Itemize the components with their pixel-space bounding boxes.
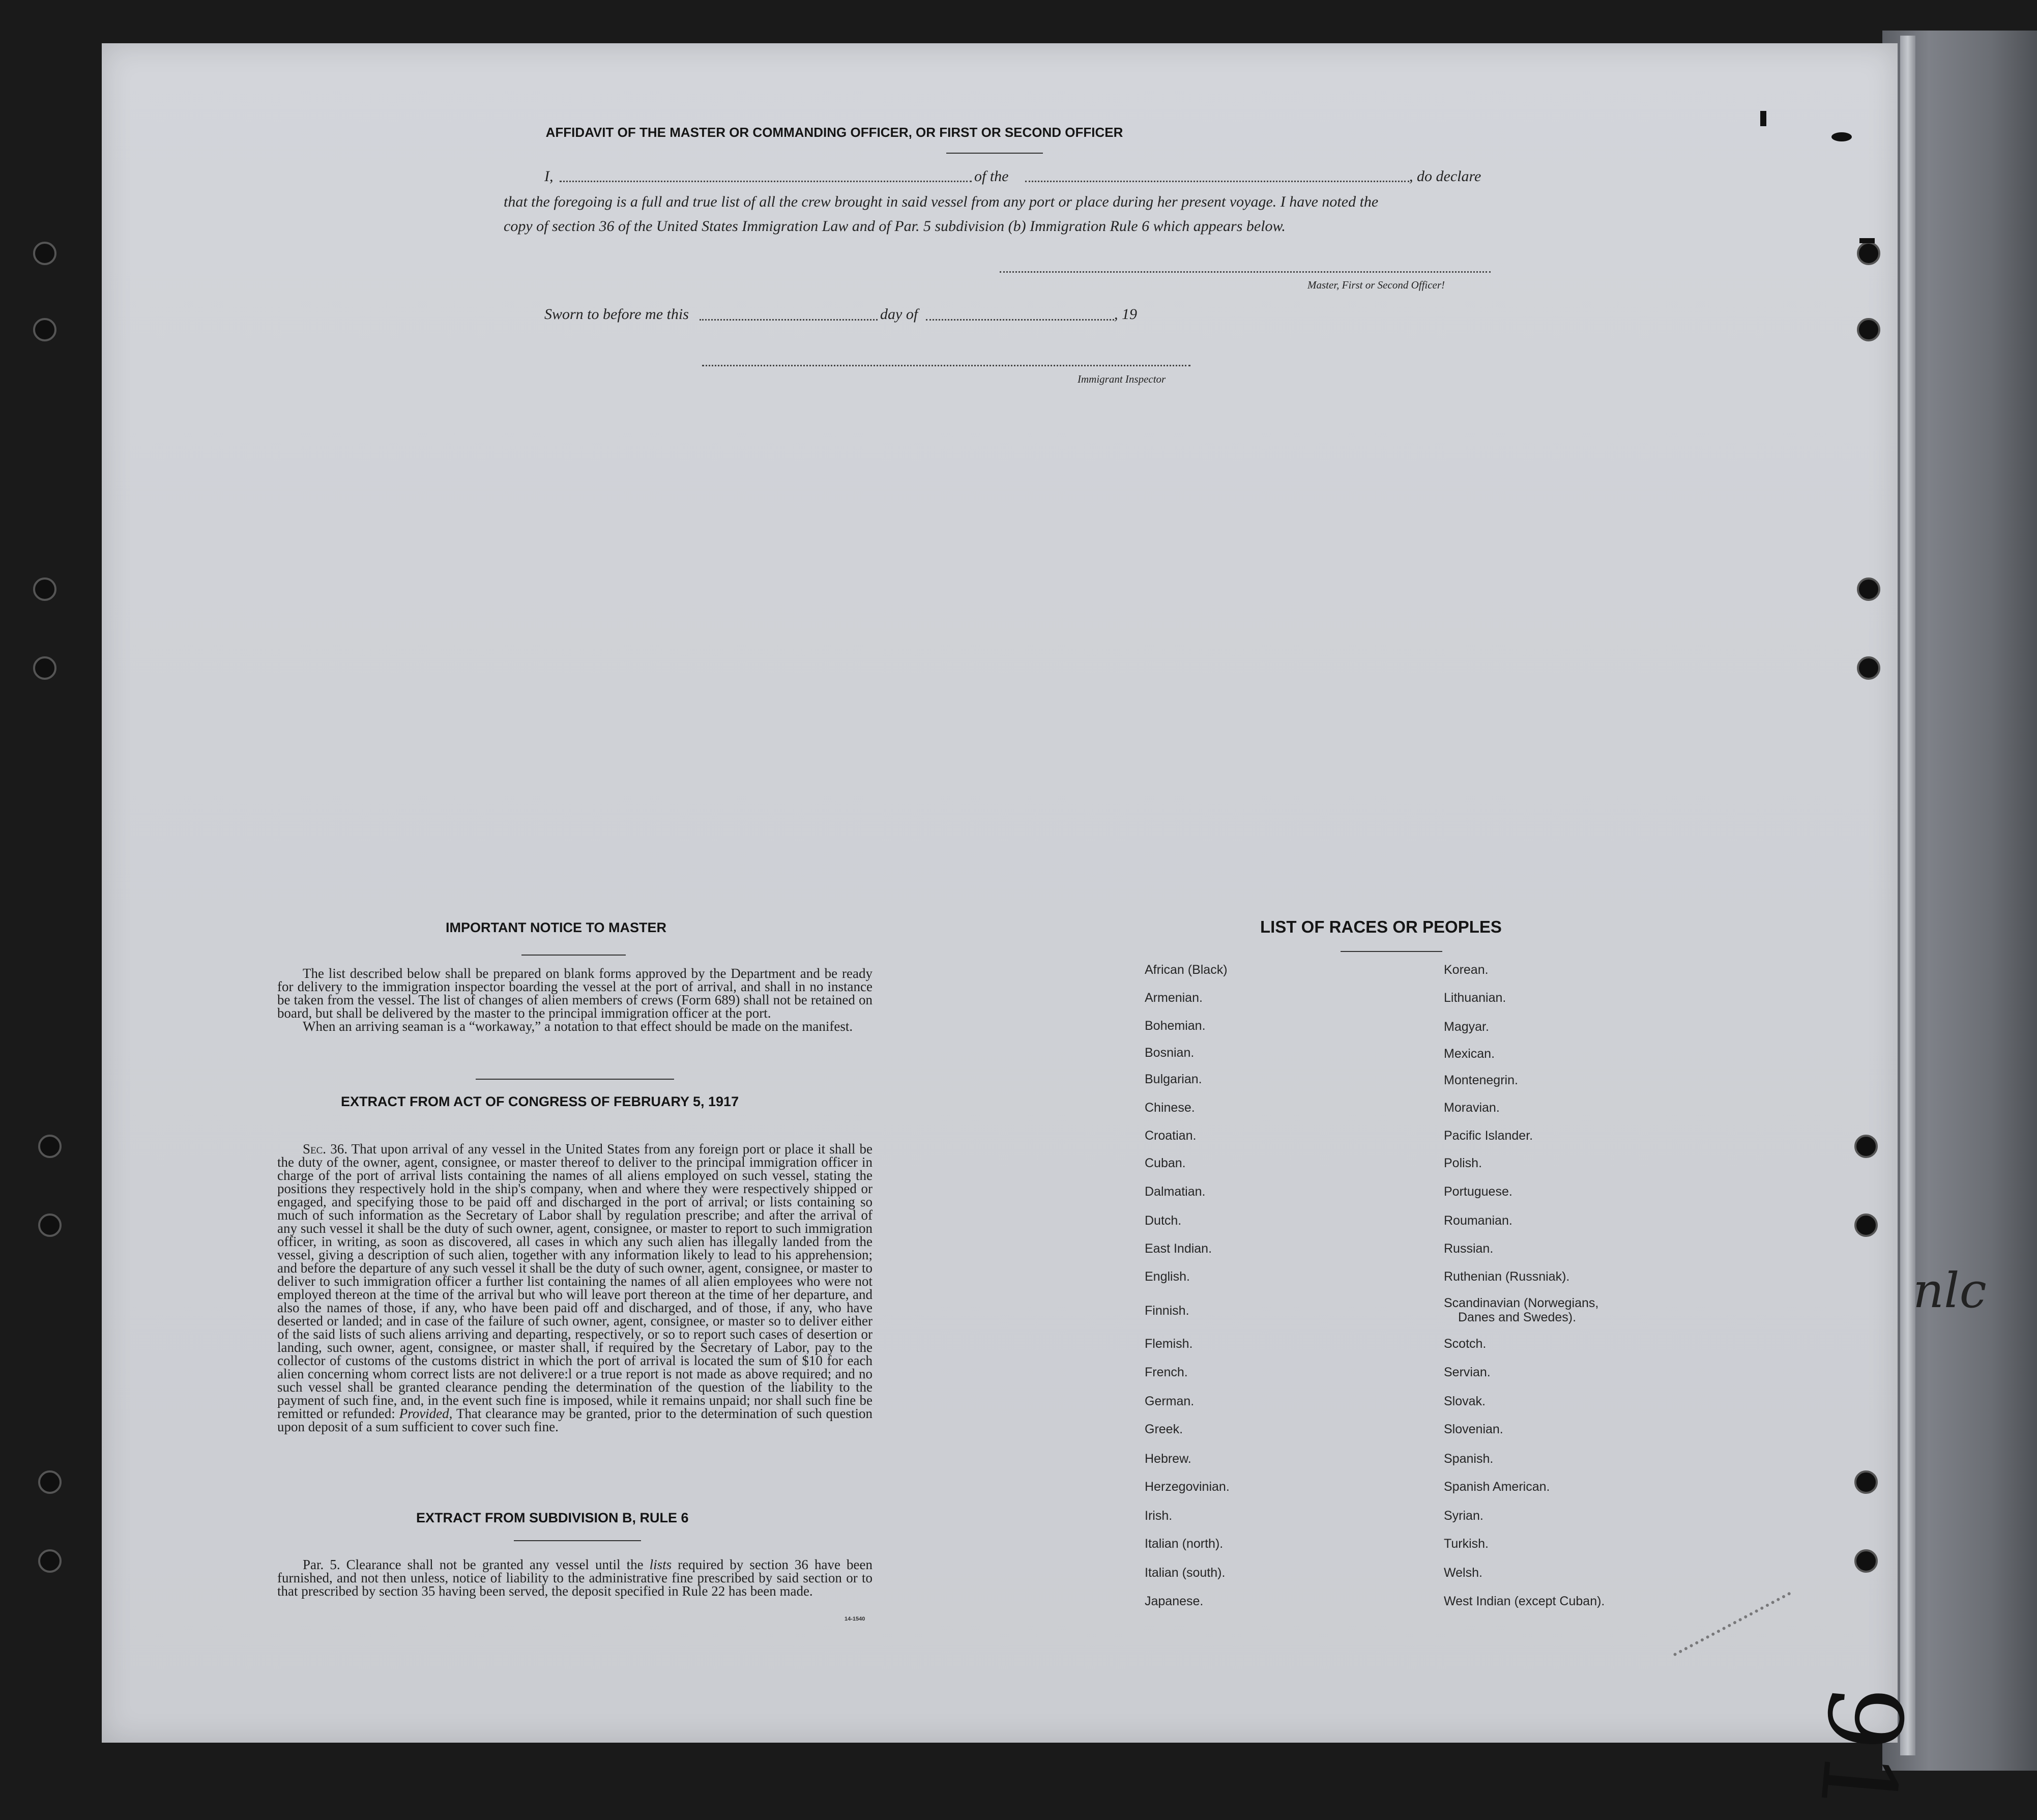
form-number: 14-1540	[845, 1616, 865, 1622]
binder-hole-left-4	[33, 656, 56, 680]
race-item: Armenian.	[1145, 991, 1203, 1005]
sworn-year: , 19	[1114, 306, 1137, 323]
sworn-day-line	[700, 319, 878, 321]
race-item: Montenegrin.	[1444, 1073, 1518, 1087]
race-item: Chinese.	[1145, 1101, 1195, 1115]
race-item: East Indian.	[1145, 1241, 1212, 1256]
sworn-text: Sworn to before me this	[544, 306, 689, 323]
rule-post: required by section 36 have been furnished, and not then unless, notice of liability to the administrative fine prescribed by said section or to that prescribed by section 35 having been served, the deposit specified in Rule 22 has been made.	[277, 1557, 873, 1599]
races-divider	[1341, 951, 1442, 952]
sworn-month-line	[926, 319, 1114, 321]
notice-title: IMPORTANT NOTICE TO MASTER	[446, 920, 666, 935]
race-item: Flemish.	[1145, 1337, 1193, 1351]
race-item: Magyar.	[1444, 1020, 1489, 1034]
race-item: French.	[1145, 1365, 1188, 1379]
affidavit-i: I,	[544, 168, 554, 185]
race-item: Portuguese.	[1444, 1185, 1512, 1199]
race-item: Ruthenian (Russniak).	[1444, 1269, 1570, 1284]
race-item: Dutch.	[1145, 1214, 1182, 1228]
act-divider-top	[476, 1079, 674, 1080]
document-page	[102, 43, 1898, 1743]
act-tail: That clearance may be granted, prior to the determination of such question upon deposit of a sum sufficient to cover such fine.	[277, 1406, 873, 1434]
race-item: Moravian.	[1444, 1101, 1500, 1115]
affidavit-of-the: of the	[974, 168, 1009, 185]
race-item: Greek.	[1145, 1422, 1183, 1436]
binder-hole-left-5	[38, 1135, 62, 1158]
race-item: Bulgarian.	[1145, 1072, 1202, 1086]
handwritten-page-number: 91	[1796, 1681, 1926, 1820]
race-item: Bohemian.	[1145, 1019, 1206, 1033]
name-fill-line	[560, 181, 972, 182]
race-item: English.	[1145, 1269, 1190, 1284]
rule-pre: Par. 5. Clearance shall not be granted any vessel until the	[303, 1557, 644, 1572]
race-item: Finnish.	[1145, 1304, 1189, 1318]
act-title: EXTRACT FROM ACT OF CONGRESS OF FEBRUARY 5, 1917	[341, 1094, 739, 1109]
binder-hole-left-8	[38, 1549, 62, 1573]
race-item: Scotch.	[1444, 1337, 1487, 1351]
rule-paragraph	[277, 1558, 872, 1598]
notice-divider	[521, 955, 626, 956]
rule-title: EXTRACT FROM SUBDIVISION B, RULE 6	[416, 1510, 689, 1525]
race-item: Hebrew.	[1145, 1452, 1191, 1466]
act-sec: Sec. 36.	[303, 1141, 347, 1157]
binder-hole-right-4	[1857, 656, 1880, 680]
race-item: Herzegovinian.	[1145, 1480, 1230, 1494]
race-item: Cuban.	[1145, 1156, 1186, 1170]
vessel-fill-line	[1025, 181, 1409, 182]
notice-paragraph-1	[277, 967, 872, 1033]
race-item: Slovak.	[1444, 1394, 1486, 1408]
race-item: West Indian (except Cuban).	[1444, 1594, 1605, 1608]
rule-lists: lists	[649, 1557, 672, 1572]
scan-mark	[1760, 111, 1766, 126]
notice-p1-text: The list described below shall be prepared on blank forms approved by the Department and be ready for delivery to the immigration inspector boarding the vessel at the port of arrival, and shall in no instance be taken from the vessel. The list of changes of alien members of crews (Form 689) shall not be retained on board, but shall be delivered by the master to the principal immigration officer at the port.	[277, 966, 872, 1021]
binder-hole-left-6	[38, 1214, 62, 1237]
race-item: Spanish.	[1444, 1452, 1494, 1466]
binder-hole-right-7	[1854, 1470, 1878, 1494]
race-item: Slovenian.	[1444, 1422, 1503, 1436]
signature-label: Master, First or Second Officer!	[1307, 279, 1445, 291]
binder-hole-left-2	[33, 318, 56, 341]
inspector-label: Immigrant Inspector	[1078, 373, 1166, 385]
race-item: Italian (north).	[1145, 1537, 1224, 1551]
act-provided: Provided,	[399, 1406, 453, 1421]
race-item: Syrian.	[1444, 1509, 1483, 1523]
race-item: Bosnian.	[1145, 1046, 1195, 1060]
races-title: LIST OF RACES OR PEOPLES	[1260, 917, 1502, 936]
act-paragraph	[277, 1142, 872, 1433]
binder-hole-left-3	[33, 577, 56, 601]
binder-hole-right-5	[1854, 1135, 1878, 1158]
binder-hole-right-2	[1857, 318, 1880, 341]
scan-mark	[1831, 132, 1852, 141]
race-item: Turkish.	[1444, 1537, 1489, 1551]
race-item: Welsh.	[1444, 1566, 1482, 1580]
binder-hole-right-1	[1857, 242, 1880, 265]
affidavit-do-declare: , do declare	[1409, 168, 1481, 185]
race-item: Servian.	[1444, 1365, 1491, 1379]
race-item-line: Danes and Swedes).	[1458, 1310, 1577, 1324]
sworn-day-of: day of	[880, 306, 918, 323]
race-item: Dalmatian.	[1145, 1185, 1206, 1199]
race-item: Mexican.	[1444, 1047, 1495, 1061]
race-item: Lithuanian.	[1444, 991, 1506, 1005]
binder-hole-right-6	[1854, 1214, 1878, 1237]
binder-hole-left-7	[38, 1470, 62, 1494]
race-item: Russian.	[1444, 1241, 1494, 1256]
race-item: Korean.	[1444, 963, 1489, 977]
rule-divider	[514, 1540, 641, 1541]
race-item: German.	[1145, 1394, 1195, 1408]
race-item: Croatian.	[1145, 1129, 1197, 1143]
race-item	[1444, 1296, 1598, 1324]
binder-hole-left-1	[33, 242, 56, 265]
race-item: Polish.	[1444, 1156, 1482, 1170]
race-item: Irish.	[1145, 1509, 1173, 1523]
race-item: Spanish American.	[1444, 1480, 1550, 1494]
scan-mark	[1859, 238, 1875, 243]
race-item: Roumanian.	[1444, 1214, 1512, 1228]
affidavit-title: AFFIDAVIT OF THE MASTER OR COMMANDING OFFICER, OR FIRST OR SECOND OFFICER	[545, 125, 1123, 140]
affidavit-line-2: that the foregoing is a full and true list of all the crew brought in said vessel from any port or place during her present voyage. I have noted the	[504, 193, 1379, 210]
affidavit-line-3: copy of section 36 of the United States Immigration Law and of Par. 5 subdivision (b) Immigration Rule 6 which appears below.	[504, 218, 1286, 235]
notice-p2-text: When an arriving seaman is a “workaway,” a notation to that effect should be made on the manifest.	[303, 1019, 853, 1034]
race-item: Japanese.	[1145, 1594, 1204, 1608]
scan-edge-strip	[1900, 36, 1915, 1755]
race-item-line: Scandinavian (Norwegians,	[1444, 1296, 1599, 1310]
race-item: African (Black)	[1145, 963, 1228, 977]
race-item: Italian (south).	[1145, 1566, 1226, 1580]
race-item: Pacific Islander.	[1444, 1129, 1533, 1143]
title-divider	[946, 153, 1043, 154]
binder-hole-right-3	[1857, 577, 1880, 601]
binder-hole-right-8	[1854, 1549, 1878, 1573]
act-body: That upon arrival of any vessel in the United States from any foreign port or place it shall be the duty of the owner, agent, consignee, or master thereof to deliver to the principal immigration officer in charge of the port of arrival lists containing the names of all aliens employed on such vessel, stating the positions they respectively hold in the ship's company, when and where they were respectively shipped or engaged, and specifying those to be paid off and discharged in the port of arrival; or lists containing so much of such information as the Secretary of Labor shall by regulation prescribe; and after the arrival of any such vessel it shall be the duty of such owner, agent, consignee, or master to report to such immigration officer, in writing, as soon as discovered, all cases in which any such alien has illegally landed from the vessel, giving a description of such alien, together with any information likely to lead to his apprehension; and before the departure of any such vessel it shall be the duty of such owner, agent, consignee, or master to deliver to such immigration officer a further list containing the names of all alien employees who were not employed thereon at the time of the arrival but who will leave port thereon at the time of her departure, and also the names of those, if any, who have been paid off and discharged, and of those, if any, who have deserted or landed; and in case of the failure of such owner, agent, consignee, or master so to deliver either of the said lists of such aliens arriving and departing, respectively, or so to report such cases of desertion or landing, such owner, agent, consignee, or master shall, if required by the Secretary of Labor, pay to the collector of customs of the customs district in which the port of arrival is located the sum of $10 for each alien concerning whom correct lists are not delivere:l or a true report is not made as above required; and no such vessel shall be granted clearance pending the determination of the question of the liability to the payment of such fine, and, in the event such fine is imposed, while it remains unpaid; nor shall such fine be remitted or refunded:	[277, 1141, 872, 1421]
handwritten-margin-note: nlc	[1913, 1263, 1987, 1319]
